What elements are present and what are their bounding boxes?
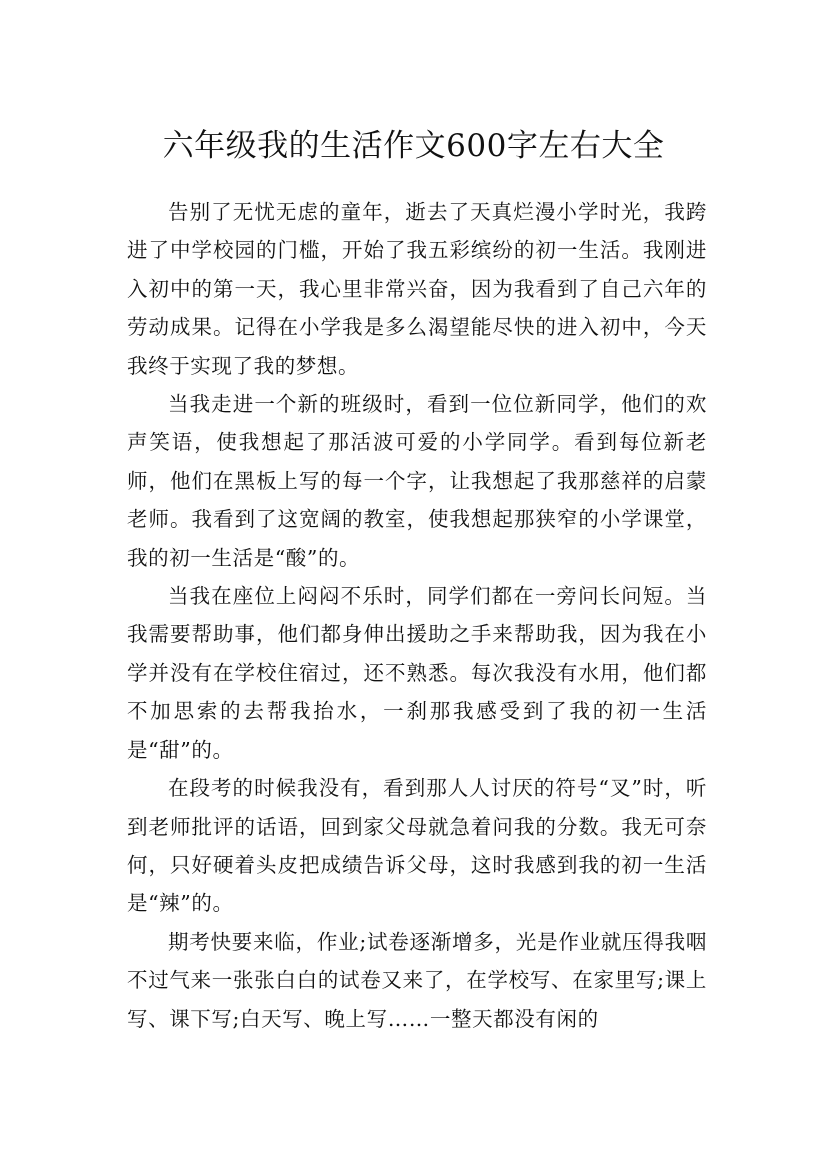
paragraph: 期考快要来临，作业;试卷逐渐增多，光是作业就压得我咽不过气来一张张白白的试卷又来了，在学校写、在家里写;课上写、课下写;白天写、晚上写……一整天都没有闲的 [127, 929, 707, 1031]
paragraph: 告别了无忧无虑的童年，逝去了天真烂漫小学时光，我跨进了中学校园的门槛，开始了我五彩缤纷的初一生活。我刚进入初中的第一天，我心里非常兴奋，因为我看到了自己六年的劳动成果。记得在小学我是多么渴望能尽快的进入初中，今天我终于实现了我的梦想。 [127, 200, 707, 378]
paragraph: 当我在座位上闷闷不乐时，同学们都在一旁问长问短。当我需要帮助事，他们都身伸出援助之手来帮助我，因为我在小学并没有在学校住宿过，还不熟悉。每次我没有水用，他们都不加思索的去帮我抬水，一刹那我感受到了我的初一生活是“甜”的。 [127, 584, 707, 762]
paragraph: 当我走进一个新的班级时，看到一位位新同学，他们的欢声笑语，使我想起了那活波可爱的小学同学。看到每位新老师，他们在黑板上写的每一个字，让我想起了我那慈祥的启蒙老师。我看到了这宽阔的教室，使我想起那狭窄的小学课堂，我的初一生活是“酸”的。 [127, 392, 707, 570]
document-title: 六年级我的生活作文600字左右大全 [162, 127, 665, 164]
document-body [127, 193, 707, 1038]
paragraph: 在段考的时候我没有，看到那人人讨厌的符号“叉”时，听到老师批评的话语，回到家父母就急着问我的分数。我无可奈何，只好硬着头皮把成绩告诉父母，这时我感到我的初一生活是“辣”的。 [127, 776, 707, 916]
